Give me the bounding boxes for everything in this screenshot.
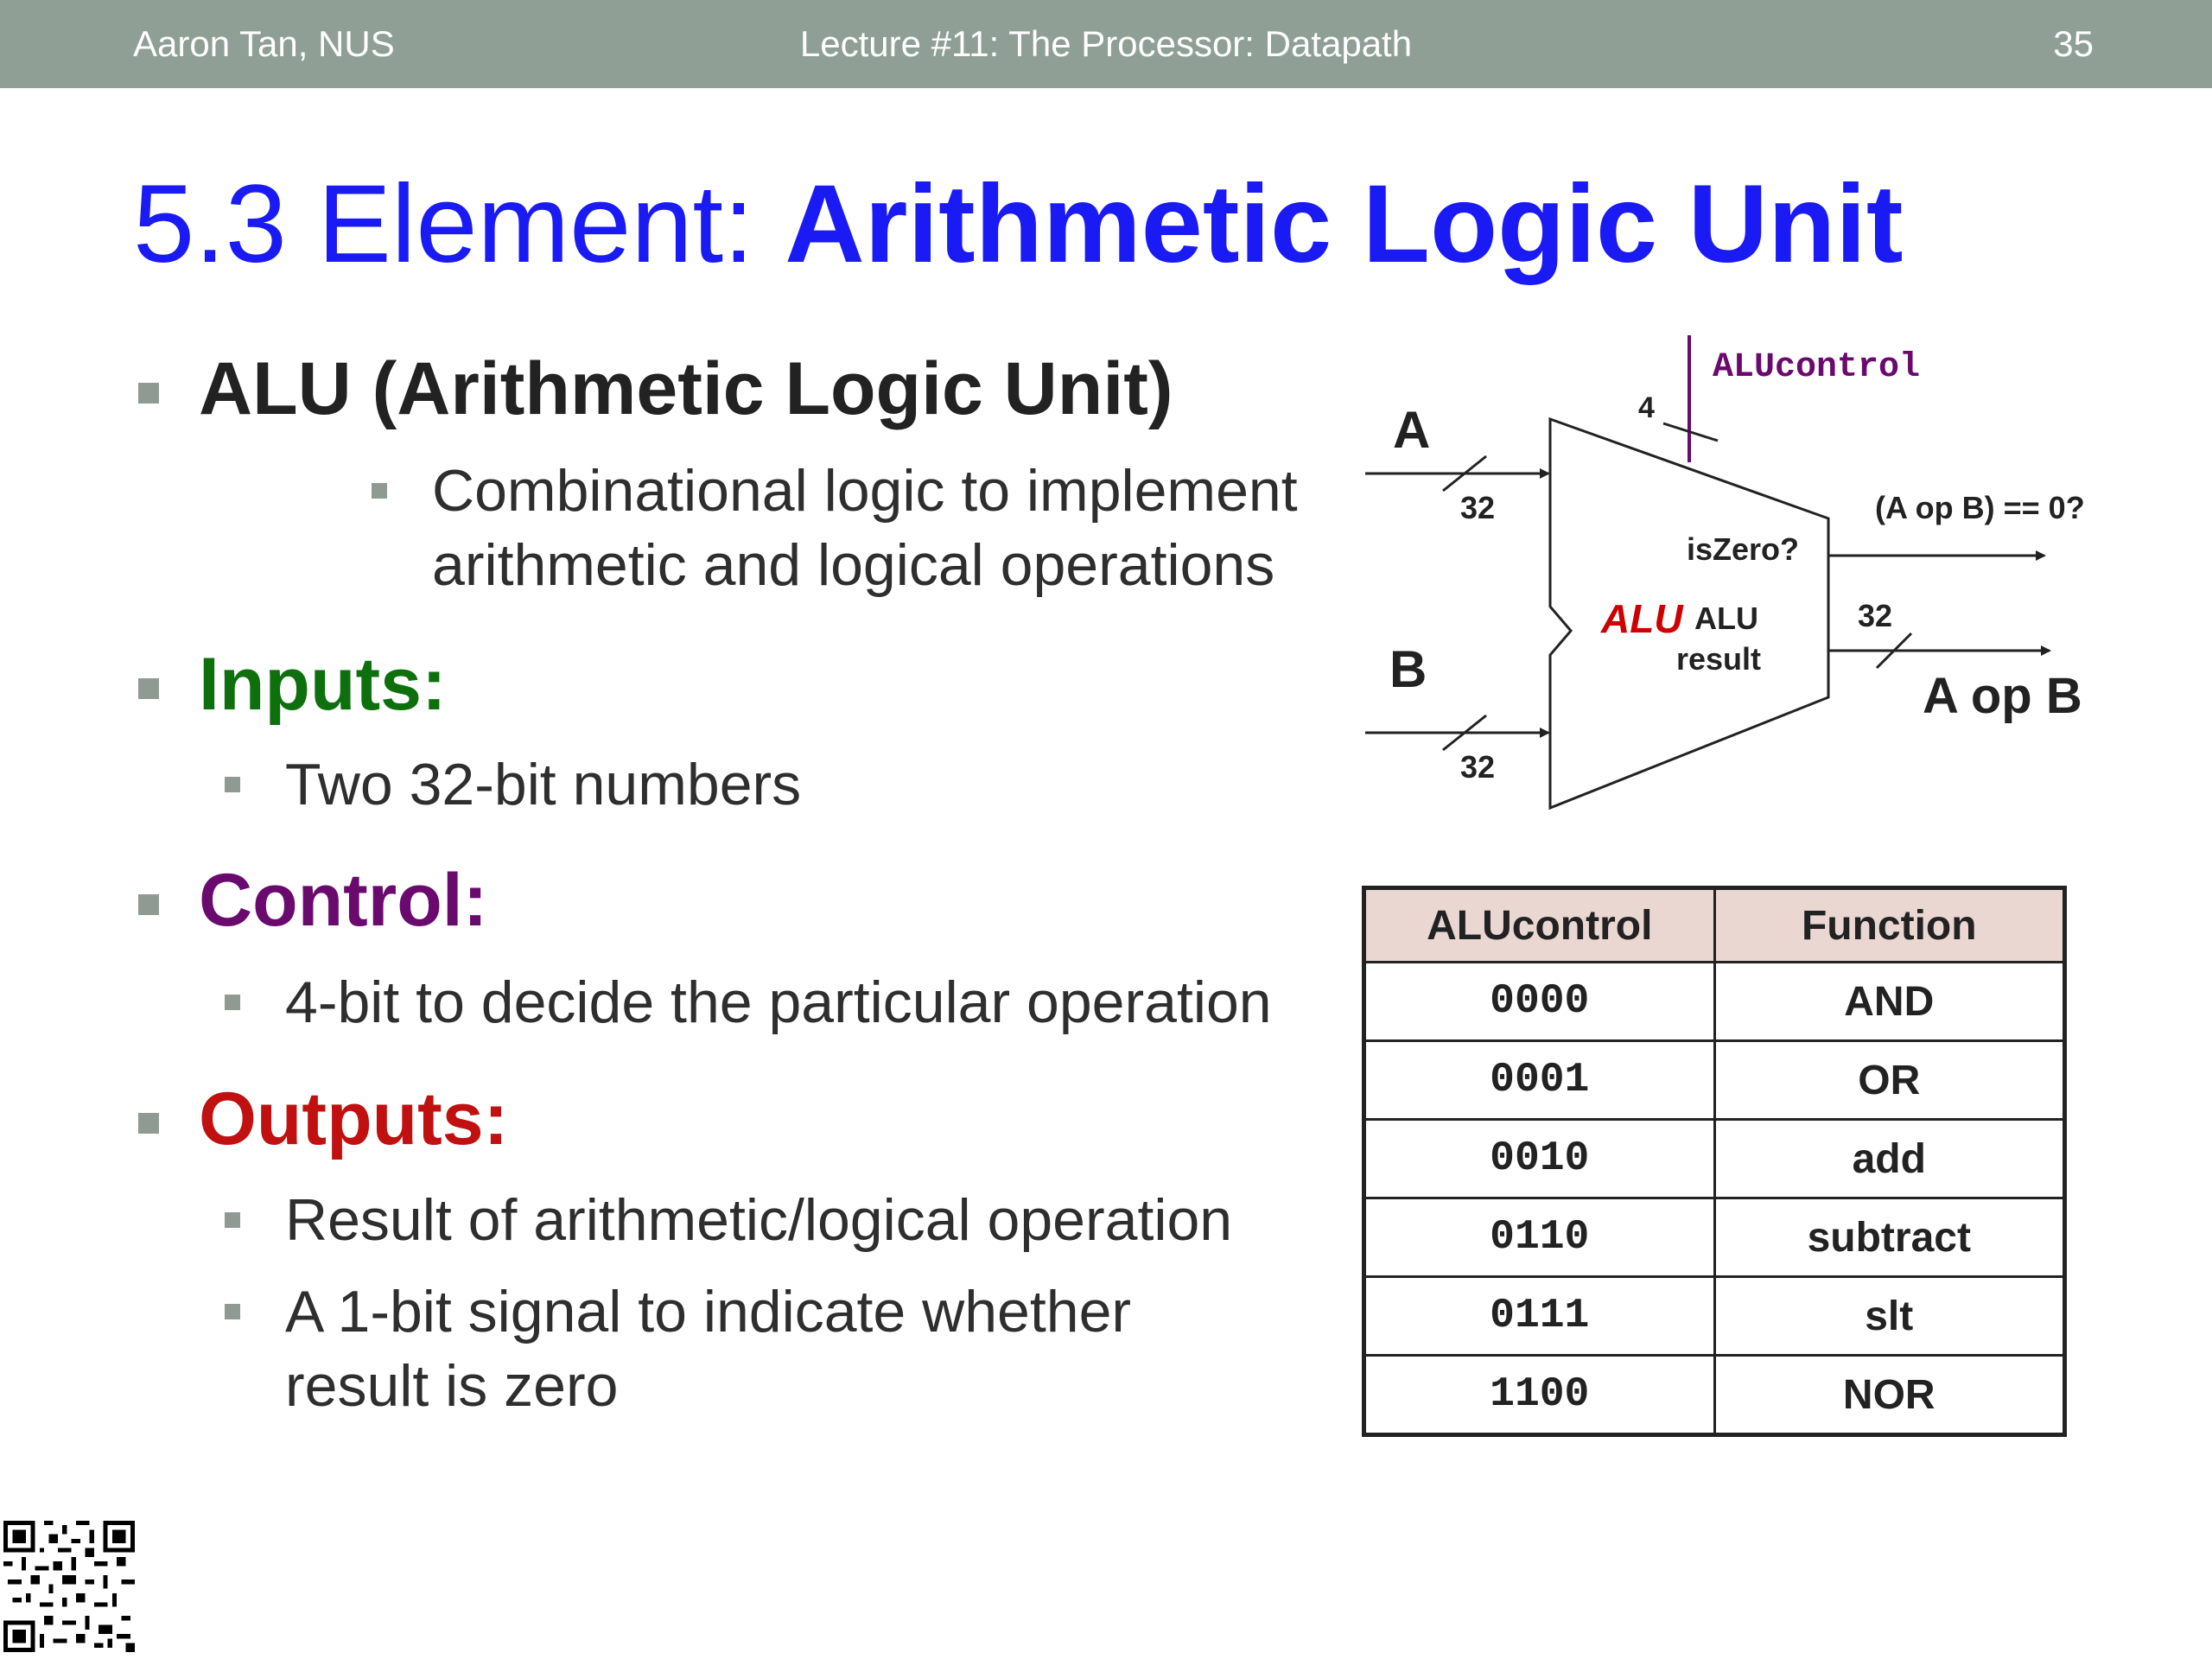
- function-name: subtract: [1714, 1198, 2065, 1277]
- control-label: ALUcontrol: [1713, 348, 1921, 387]
- bullet-square-icon: [138, 894, 159, 915]
- bullet-alu-heading: ALU (Arithmetic Logic Unit): [199, 347, 1173, 430]
- input-b-label: B: [1389, 640, 1427, 698]
- alu-control-table: [1362, 886, 2067, 1437]
- page-number: 35: [2053, 23, 2094, 64]
- function-name: AND: [1714, 963, 2065, 1041]
- bullet-square-icon: [138, 678, 159, 699]
- input-b-width: 32: [1460, 749, 1496, 785]
- alu-desc-line2: arithmetic and logical operations: [432, 532, 1275, 598]
- alucontrol-code: 0110: [1364, 1198, 1715, 1277]
- outputs-result-desc: Result of arithmetic/logical operation: [285, 1187, 1233, 1253]
- table-row: [1364, 963, 2065, 1041]
- input-a-label: A: [1393, 401, 1431, 459]
- function-name: NOR: [1714, 1356, 2065, 1435]
- result-output-label: A op B: [1923, 668, 2082, 724]
- bullet-inputs-heading: Inputs:: [199, 643, 447, 726]
- bullet-square-icon: [138, 383, 159, 404]
- alu-result-label-line2: result: [1675, 641, 1761, 677]
- title-prefix: 5.3 Element:: [133, 162, 785, 286]
- bullet-outputs-heading: Outputs:: [199, 1077, 509, 1160]
- outputs-zero-line1: A 1-bit signal to indicate whether: [285, 1279, 1132, 1344]
- outputs-zero-line2: result is zero: [285, 1353, 619, 1419]
- table-row: [1364, 1277, 2065, 1356]
- header-bar: [0, 0, 2212, 88]
- sub-bullet-square-icon: [225, 995, 240, 1010]
- alu-shape: [1550, 419, 1828, 808]
- alu-label: ALU: [1601, 596, 1683, 641]
- function-name: slt: [1714, 1277, 2065, 1356]
- column-header-function: Function: [1714, 888, 2065, 963]
- inputs-desc: Two 32-bit numbers: [285, 752, 802, 817]
- iszero-label: isZero?: [1687, 531, 1800, 567]
- alucontrol-code: 0111: [1364, 1277, 1715, 1356]
- alucontrol-code: 0010: [1364, 1120, 1715, 1198]
- function-name: OR: [1714, 1041, 2065, 1120]
- table-row: [1364, 1198, 2065, 1277]
- function-name: add: [1714, 1120, 2065, 1198]
- alucontrol-code: 0000: [1364, 963, 1715, 1041]
- result-width-label: 32: [1858, 598, 1893, 633]
- header-lecture-title: Lecture #11: The Processor: Datapath: [799, 23, 1413, 64]
- table-row: [1364, 1041, 2065, 1120]
- alu-desc-line1: Combinational logic to implement: [432, 458, 1298, 524]
- sub-bullet-square-icon: [225, 777, 240, 792]
- qr-code[interactable]: [3, 1521, 135, 1652]
- control-desc: 4-bit to decide the particular operation: [285, 969, 1272, 1035]
- alu-result-label-line1: ALU: [1694, 601, 1758, 636]
- title-emphasis: Arithmetic Logic Unit: [785, 162, 1904, 286]
- alu-diagram: [1348, 328, 2143, 830]
- input-a-width: 32: [1460, 490, 1496, 525]
- column-header-alucontrol: ALUcontrol: [1364, 888, 1715, 963]
- bullet-square-icon: [138, 1113, 159, 1134]
- slide-title: [133, 164, 1903, 285]
- sub-bullet-square-icon: [225, 1304, 240, 1319]
- table-header-row: [1364, 888, 2065, 963]
- table-row: [1364, 1120, 2065, 1198]
- control-width-label: 4: [1638, 391, 1655, 424]
- bullet-control-heading: Control:: [199, 859, 488, 942]
- alucontrol-code: 0001: [1364, 1041, 1715, 1120]
- table-row: [1364, 1356, 2065, 1435]
- header-author: Aaron Tan, NUS: [133, 23, 395, 64]
- zero-output-label: (A op B) == 0?: [1875, 490, 2085, 525]
- sub-bullet-square-icon: [225, 1212, 240, 1228]
- sub-bullet-square-icon: [372, 483, 387, 499]
- alucontrol-code: 1100: [1364, 1356, 1715, 1435]
